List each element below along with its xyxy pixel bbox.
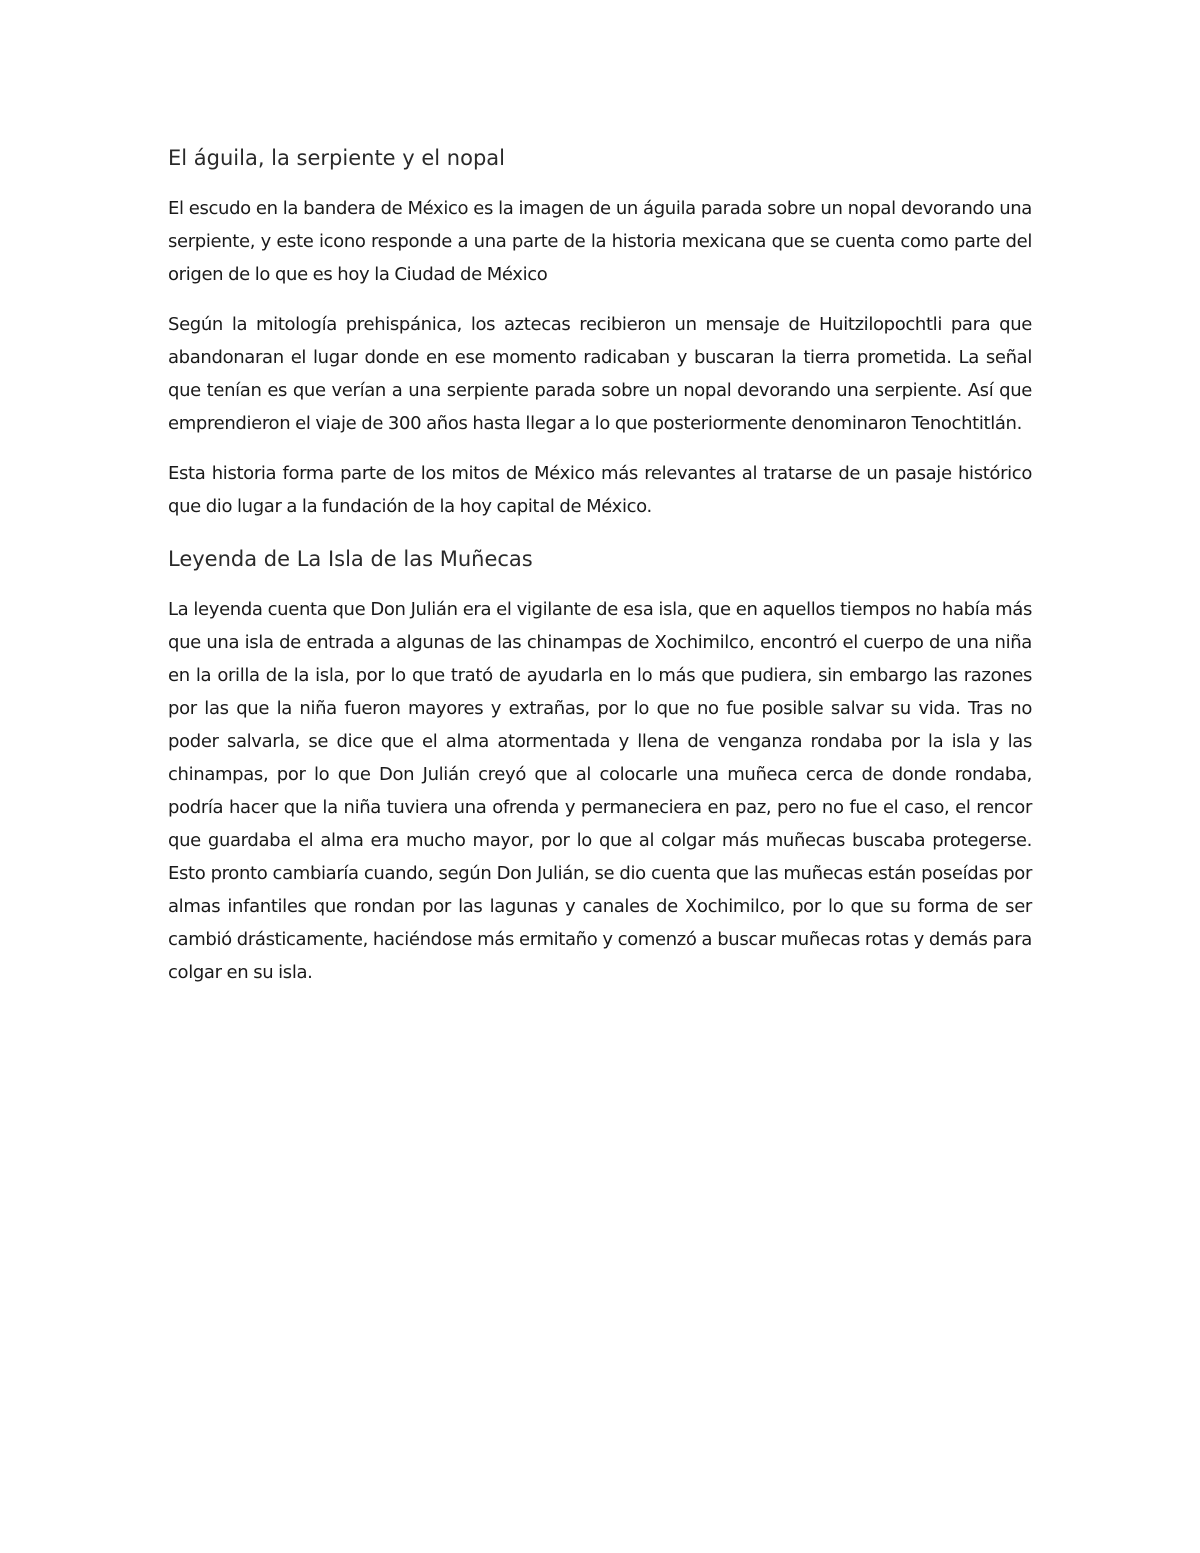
- section-heading: Leyenda de La Isla de las Muñecas: [168, 547, 533, 571]
- section-aguila-serpiente-nopal: [168, 140, 1032, 523]
- section-heading: El águila, la serpiente y el nopal: [168, 146, 505, 170]
- paragraph: El escudo en la bandera de México es la imagen de un águila parada sobre un nopal devorando una serpiente, y este icono responde a una parte de la historia mexicana que se cuenta como parte del origen de lo que es hoy la Ciudad de México: [168, 198, 1032, 285]
- paragraph: Según la mitología prehispánica, los aztecas recibieron un mensaje de Huitzilopochtli para que abandonaran el lugar donde en ese momento radicaban y buscaran la tierra prometida. La señal que tenían es que verían a una serpiente parada sobre un nopal devorando una serpiente. Así que emprendieron el viaje de 300 años hasta llegar a lo que posteriormente denominaron Tenochtitlán.: [168, 314, 1032, 434]
- section-isla-munecas: [168, 541, 1032, 989]
- paragraph: La leyenda cuenta que Don Julián era el vigilante de esa isla, que en aquellos tiempos no había más que una isla de entrada a algunas de las chinampas de Xochimilco, encontró el cuerpo de una niña en la orilla de la isla, por lo que trató de ayudarla en lo más que pudiera, sin embargo las razones por las que la niña fueron mayores y extrañas, por lo que no fue posible salvar su vida. Tras no poder salvarla, se dice que el alma atormentada y llena de venganza rondaba por la isla y las chinampas, por lo que Don Julián creyó que al colocarle una muñeca cerca de donde rondaba, podría hacer que la niña tuviera una ofrenda y permaneciera en paz, pero no fue el caso, el rencor que guardaba el alma era mucho mayor, por lo que al colgar más muñecas buscaba protegerse. Esto pronto cambiaría cuando, según Don Julián, se dio cuenta que las muñecas están poseídas por almas infantiles que rondan por las lagunas y canales de Xochimilco, por lo que su forma de ser cambió drásticamente, haciéndose más ermitaño y comenzó a buscar muñecas rotas y demás para colgar en su isla.: [168, 599, 1032, 983]
- paragraph: Esta historia forma parte de los mitos de México más relevantes al tratarse de un pasaje histórico que dio lugar a la fundación de la hoy capital de México.: [168, 463, 1032, 517]
